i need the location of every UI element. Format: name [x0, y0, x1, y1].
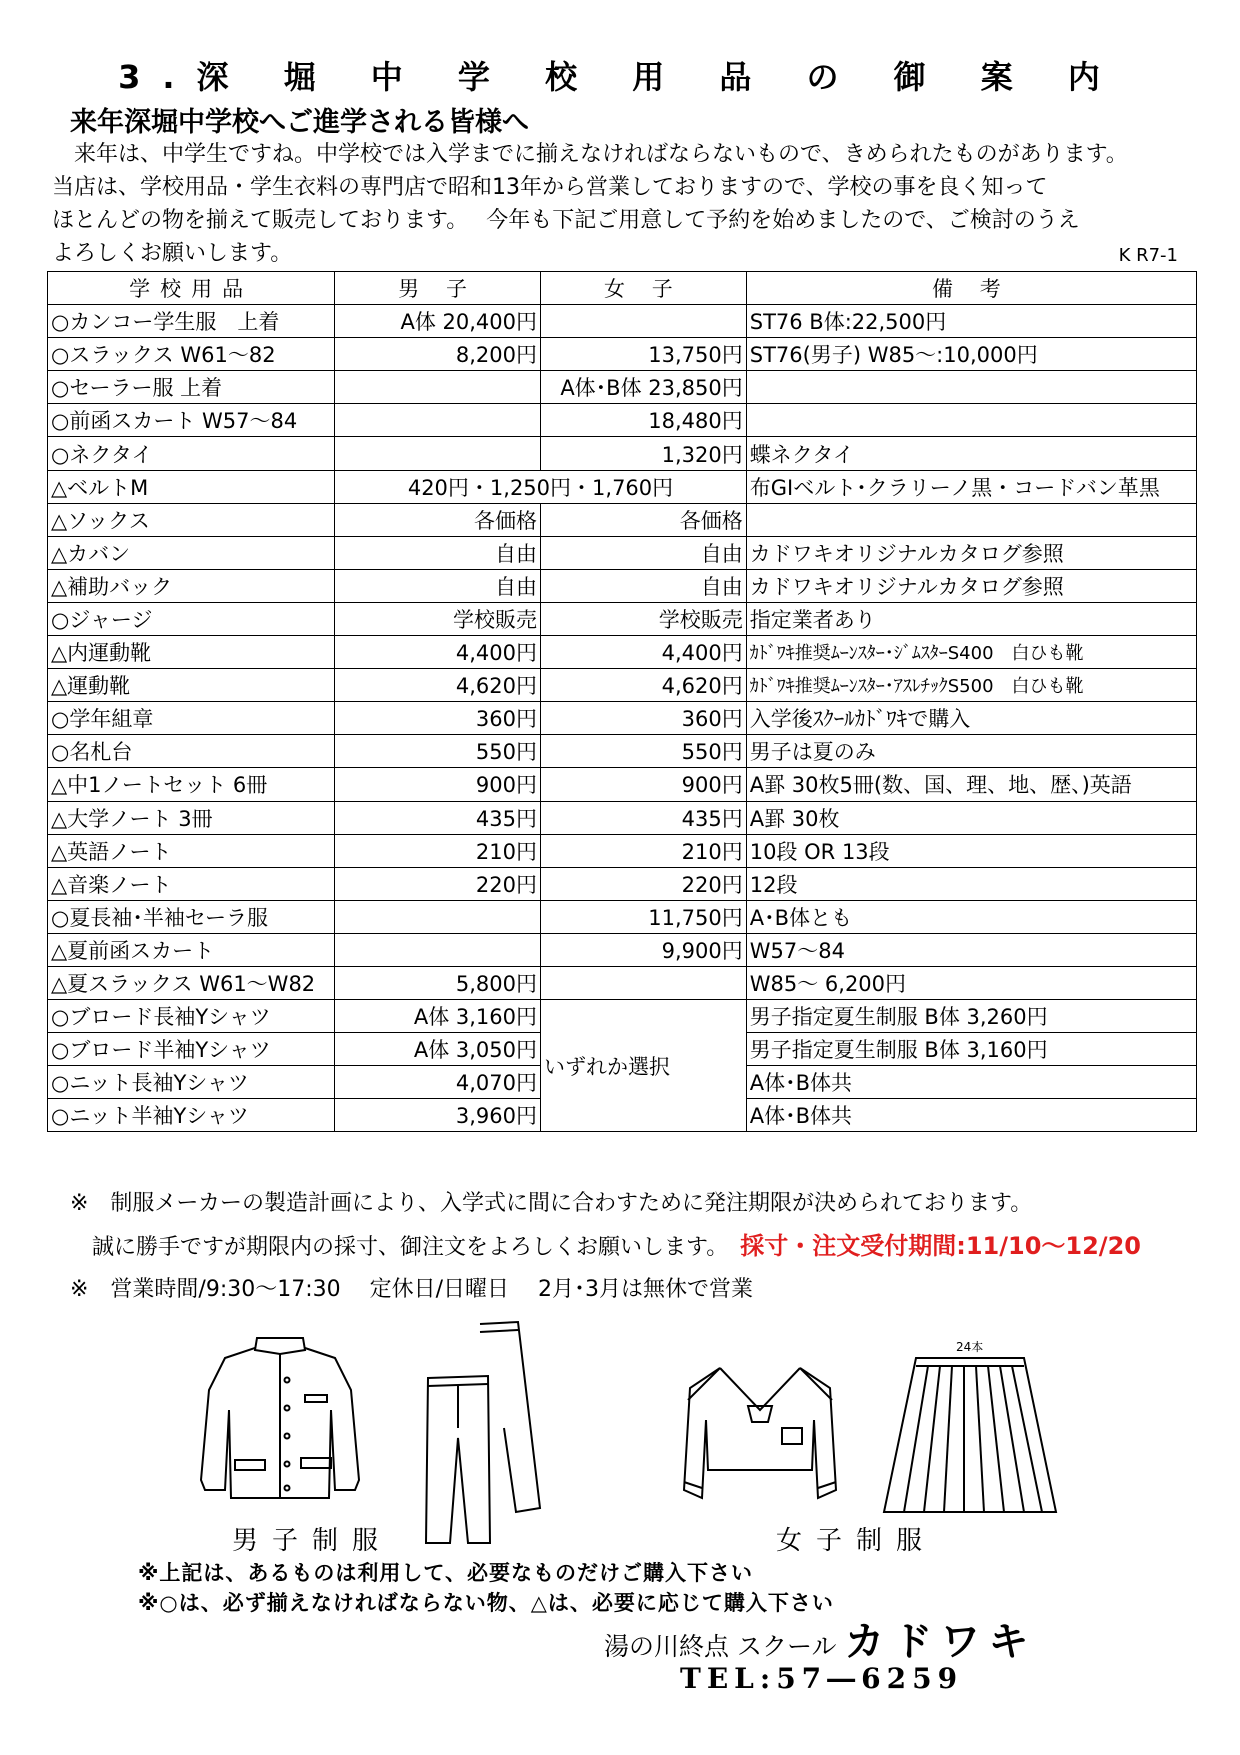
note-cell: 男子指定夏生制服 B体 3,160円 — [746, 1033, 1196, 1066]
female-cell: 18,480円 — [541, 404, 747, 437]
item-cell: △音楽ノート — [48, 867, 335, 900]
note-cell: W57～84 — [746, 933, 1196, 966]
sailor-top-illustration — [680, 1360, 840, 1510]
female-cell — [541, 305, 747, 338]
note-cell: ｶﾄﾞﾜｷ推奨ﾑｰﾝｽﾀｰ･ｼﾞﾑｽﾀｰS400 白ひも靴 — [746, 636, 1196, 669]
price-table — [47, 271, 1197, 1132]
item-cell: △ベルトM — [48, 470, 335, 503]
both-cell: 420円・1,250円・1,760円 — [335, 470, 747, 503]
table-row — [48, 602, 1197, 635]
table-row — [48, 834, 1197, 867]
male-cell — [335, 371, 541, 404]
intro-line: 来年は、中学生ですね。中学校では入学までに揃えなければならないもので、きめられたものがあります。 — [52, 142, 1128, 167]
note-cell: 入学後ｽｸｰﾙｶﾄﾞﾜｷで購入 — [746, 702, 1196, 735]
table-row — [48, 503, 1197, 536]
item-cell: ○スラックス W61～82 — [48, 338, 335, 371]
note-cell: ｶﾄﾞﾜｷ推奨ﾑｰﾝｽﾀｰ･ｱｽﾚﾁｯｸS500 白ひも靴 — [746, 669, 1196, 702]
female-cell: 9,900円 — [541, 933, 747, 966]
item-cell: △補助バック — [48, 569, 335, 602]
note-cell: A罫 30枚 — [746, 801, 1196, 834]
item-cell: △内運動靴 — [48, 636, 335, 669]
note-cell — [746, 503, 1196, 536]
item-cell: ○セーラー服 上着 — [48, 371, 335, 404]
female-cell: 360円 — [541, 702, 747, 735]
note-line: ※ 営業時間/9:30～17:30 定休日/日曜日 2月･3月は無休で営業 — [70, 1277, 754, 1302]
female-cell: 学校販売 — [541, 602, 747, 635]
table-row — [48, 702, 1197, 735]
intro-text — [52, 138, 1202, 270]
female-cell — [541, 966, 747, 999]
table-row — [48, 735, 1197, 768]
female-cell: 220円 — [541, 867, 747, 900]
item-cell: ○ニット半袖Yシャツ — [48, 1099, 335, 1132]
note-cell: 10段 OR 13段 — [746, 834, 1196, 867]
note-cell: 12段 — [746, 867, 1196, 900]
store-tel: TEL:57―6259 — [680, 1662, 964, 1695]
female-cell: 4,620円 — [541, 669, 747, 702]
female-cell: 900円 — [541, 768, 747, 801]
note-cell — [746, 371, 1196, 404]
note-line: ※ 制服メーカーの製造計画により、入学式に間に合わすために発注期限が決められております。 — [70, 1191, 1033, 1216]
male-cell: 210円 — [335, 834, 541, 867]
note-cell: カドワキオリジナルカタログ参照 — [746, 536, 1196, 569]
female-cell: A体･B体 23,850円 — [541, 371, 747, 404]
table-row — [48, 900, 1197, 933]
note-cell: ST76(男子) W85～:10,000円 — [746, 338, 1196, 371]
table-row — [48, 801, 1197, 834]
female-cell: 各価格 — [541, 503, 747, 536]
item-cell: △夏前函スカート — [48, 933, 335, 966]
male-cell: A体 3,160円 — [335, 1000, 541, 1033]
table-row — [48, 371, 1197, 404]
item-cell: ○学年組章 — [48, 702, 335, 735]
note-cell — [746, 404, 1196, 437]
skirt-pleat-label: 24本 — [956, 1340, 984, 1354]
header-item: 学校用品 — [48, 272, 335, 305]
header-female: 女 子 — [541, 272, 747, 305]
male-trousers-illustration — [420, 1318, 560, 1548]
male-cell: A体 20,400円 — [335, 305, 541, 338]
table-row — [48, 867, 1197, 900]
male-jacket-illustration — [195, 1330, 365, 1510]
male-cell: 900円 — [335, 768, 541, 801]
note-cell: W85～ 6,200円 — [746, 966, 1196, 999]
item-cell: ○前函スカート W57～84 — [48, 404, 335, 437]
store-prefix: 湯の川終点 スクール — [604, 1632, 837, 1661]
table-row — [48, 768, 1197, 801]
intro-line: よろしくお願いします。 — [52, 241, 293, 266]
female-cell: 自由 — [541, 569, 747, 602]
table-row — [48, 966, 1197, 999]
male-cell: 8,200円 — [335, 338, 541, 371]
male-cell: 4,400円 — [335, 636, 541, 669]
item-cell: ○ジャージ — [48, 602, 335, 635]
item-cell: ○ブロード長袖Yシャツ — [48, 1000, 335, 1033]
table-row — [48, 338, 1197, 371]
header-note: 備 考 — [746, 272, 1196, 305]
male-cell: 自由 — [335, 536, 541, 569]
female-cell: 11,750円 — [541, 900, 747, 933]
note-line — [70, 1225, 1141, 1269]
table-row — [48, 437, 1197, 470]
deadline-text: 採寸・注文受付期間:11/10～12/20 — [740, 1232, 1141, 1260]
footer-line: ※上記は、あるものは利用して、必要なものだけご購入下さい — [138, 1561, 753, 1585]
female-cell: 210円 — [541, 834, 747, 867]
table-header-row — [48, 272, 1197, 305]
male-cell — [335, 900, 541, 933]
male-cell: 3,960円 — [335, 1099, 541, 1132]
item-cell: △ソックス — [48, 503, 335, 536]
pleated-skirt-illustration — [880, 1342, 1060, 1522]
male-cell: 各価格 — [335, 503, 541, 536]
subtitle: 来年深堀中学校へご進学される皆様へ — [70, 107, 529, 138]
male-cell: 自由 — [335, 569, 541, 602]
document-code: K R7-1 — [1118, 245, 1178, 266]
note-cell: A体･B体共 — [746, 1099, 1196, 1132]
notes — [70, 1183, 1141, 1311]
footer-notes — [138, 1558, 834, 1618]
note-cell: A罫 30枚5冊(数、国、理、地、歴、)英語 — [746, 768, 1196, 801]
male-cell: 360円 — [335, 702, 541, 735]
note-cell: カドワキオリジナルカタログ参照 — [746, 569, 1196, 602]
male-uniform-caption: 男子制服 — [232, 1526, 393, 1556]
male-cell — [335, 933, 541, 966]
item-cell: ○ニット長袖Yシャツ — [48, 1066, 335, 1099]
note-cell: 男子指定夏生制服 B体 3,260円 — [746, 1000, 1196, 1033]
note-cell: A･B体とも — [746, 900, 1196, 933]
store-name — [604, 1610, 1036, 1667]
female-cell: 自由 — [541, 536, 747, 569]
item-cell: ○ブロード半袖Yシャツ — [48, 1033, 335, 1066]
female-merged-cell: いずれか選択 — [541, 1000, 747, 1132]
male-cell: 5,800円 — [335, 966, 541, 999]
male-cell — [335, 437, 541, 470]
note-cell: 指定業者あり — [746, 602, 1196, 635]
item-cell: △中1ノートセット 6冊 — [48, 768, 335, 801]
note-cell: A体･B体共 — [746, 1066, 1196, 1099]
note-cell: 蝶ネクタイ — [746, 437, 1196, 470]
note-line-text: 誠に勝手ですが期限内の採寸、御注文をよろしくお願いします。 — [70, 1235, 729, 1260]
header-male: 男 子 — [335, 272, 541, 305]
intro-line: 当店は、学校用品・学生衣料の専門店で昭和13年から営業しておりますので、学校の事を良く知って — [52, 175, 1048, 200]
female-cell: 1,320円 — [541, 437, 747, 470]
note-cell: ST76 B体:22,500円 — [746, 305, 1196, 338]
item-cell: ○名札台 — [48, 735, 335, 768]
intro-line: ほとんどの物を揃えて販売しております。 今年も下記ご用意して予約を始めましたので、ご検討のうえ — [52, 208, 1080, 233]
item-cell: △運動靴 — [48, 669, 335, 702]
table-row — [48, 536, 1197, 569]
table-row — [48, 636, 1197, 669]
female-uniform-caption: 女子制服 — [776, 1526, 937, 1556]
male-cell: 4,620円 — [335, 669, 541, 702]
table-row — [48, 569, 1197, 602]
item-cell: △夏スラックス W61～W82 — [48, 966, 335, 999]
page-title: 3.深 堀 中 学 校 用 品 の 御 案 内 — [118, 58, 1122, 96]
table-row — [48, 933, 1197, 966]
female-cell: 4,400円 — [541, 636, 747, 669]
table-row — [48, 1000, 1197, 1033]
item-cell: ○カンコー学生服 上着 — [48, 305, 335, 338]
footer-line: ※○は、必ず揃えなければならない物、△は、必要に応じて購入下さい — [138, 1591, 834, 1615]
item-cell: △英語ノート — [48, 834, 335, 867]
note-cell: 男子は夏のみ — [746, 735, 1196, 768]
male-cell — [335, 404, 541, 437]
table-row — [48, 404, 1197, 437]
male-cell: 学校販売 — [335, 602, 541, 635]
male-cell: 435円 — [335, 801, 541, 834]
female-cell: 435円 — [541, 801, 747, 834]
female-cell: 13,750円 — [541, 338, 747, 371]
note-cell: 布GIベルト･クラリーノ黒・コードバン革黒 — [746, 470, 1196, 503]
item-cell: ○夏長袖･半袖セーラ服 — [48, 900, 335, 933]
male-cell: 220円 — [335, 867, 541, 900]
table-row — [48, 669, 1197, 702]
female-cell: 550円 — [541, 735, 747, 768]
item-cell: △カバン — [48, 536, 335, 569]
table-row — [48, 470, 1197, 503]
item-cell: △大学ノート 3冊 — [48, 801, 335, 834]
male-cell: A体 3,050円 — [335, 1033, 541, 1066]
table-row — [48, 305, 1197, 338]
male-cell: 550円 — [335, 735, 541, 768]
item-cell: ○ネクタイ — [48, 437, 335, 470]
store-brand: カドワキ — [844, 1619, 1037, 1665]
male-cell: 4,070円 — [335, 1066, 541, 1099]
